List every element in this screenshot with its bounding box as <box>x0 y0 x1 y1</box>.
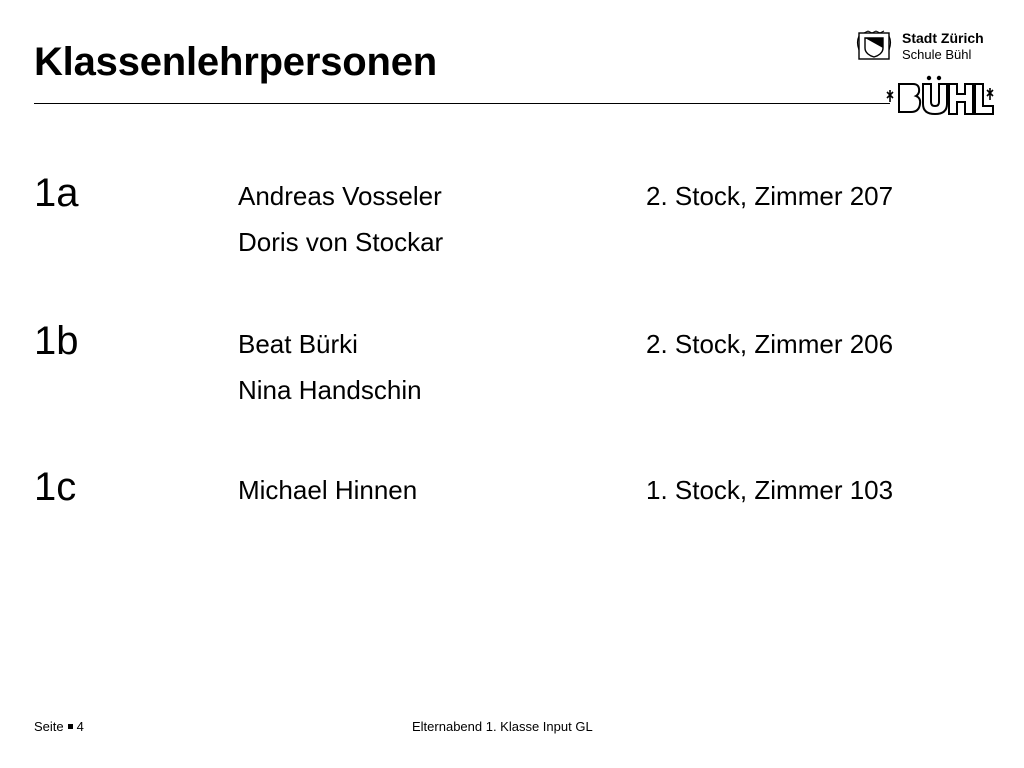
slide-title: Klassenlehrpersonen <box>34 40 438 84</box>
footer-page <box>34 719 84 734</box>
room-location: 2. Stock, Zimmer 207 <box>646 181 894 211</box>
teacher-name: Michael Hinnen <box>238 475 418 505</box>
brand-city: Stadt Zürich <box>902 30 984 46</box>
title-divider <box>34 103 890 104</box>
buehl-logo-icon <box>883 70 995 118</box>
teacher-name: Doris von Stockar <box>238 227 444 257</box>
room-location: 1. Stock, Zimmer 103 <box>646 475 894 505</box>
class-name: 1a <box>34 171 79 215</box>
teacher-name: Beat Bürki <box>238 329 358 359</box>
page-number: 4 <box>76 719 84 734</box>
bullet-square-icon <box>68 724 73 729</box>
room-location: 2. Stock, Zimmer 206 <box>646 329 894 359</box>
zurich-crest-icon <box>855 30 893 62</box>
class-name: 1b <box>34 319 79 363</box>
teacher-name: Andreas Vosseler <box>238 181 442 211</box>
brand-block <box>855 30 995 114</box>
brand-school: Schule Bühl <box>902 47 972 62</box>
page-label: Seite <box>34 719 64 734</box>
teacher-name: Nina Handschin <box>238 375 422 405</box>
class-name: 1c <box>34 465 77 509</box>
footer-presentation-title: Elternabend 1. Klasse Input GL <box>412 719 593 734</box>
